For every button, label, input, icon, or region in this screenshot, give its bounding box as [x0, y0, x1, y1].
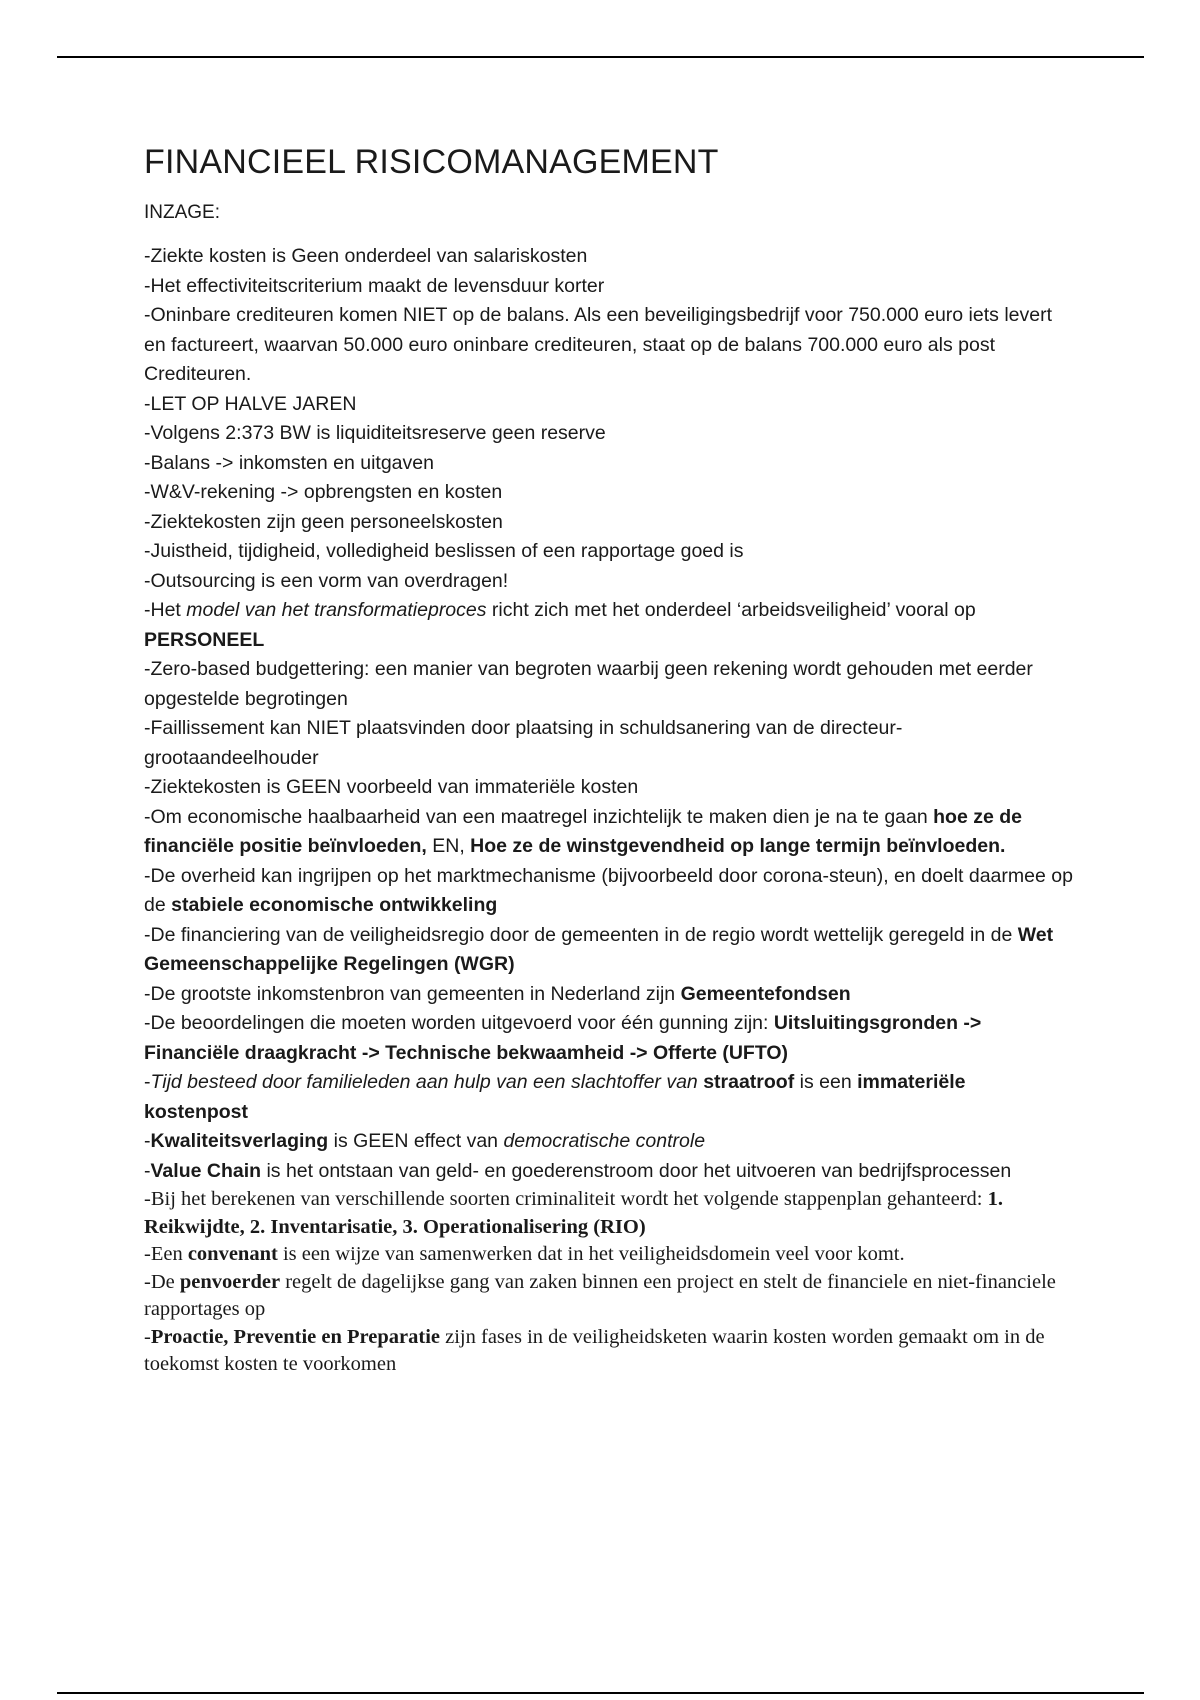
note-text: straatroof	[703, 1071, 795, 1094]
note-item	[144, 714, 1074, 773]
note-item	[144, 567, 1074, 597]
bottom-rule	[57, 1692, 1144, 1694]
note-text: -	[144, 1130, 151, 1153]
note-text: -Volgens 2:373 BW is liquiditeitsreserve geen reserve	[144, 422, 606, 445]
note-text: -	[144, 1159, 151, 1182]
note-text: -Oninbare crediteuren komen NIET op de balans. Als een beveiligingsbedrijf voor 750.000 euro iets levert en factureert, waarvan 50.000 euro oninbare crediteuren, staat op de balans 700.000 euro als post Crediteuren.	[144, 304, 1053, 386]
note-text: -Bij het berekenen van verschillende soorten criminaliteit wordt het volgende stappenplan gehanteerd:	[144, 1188, 988, 1211]
note-text: -De overheid kan ingrijpen op het marktmechanisme (bijvoorbeeld door corona-steun), en doelt daarmee op de	[144, 864, 1073, 917]
note-text: Wet Gemeenschappelijke Regelingen (WGR)	[144, 923, 1054, 976]
note-item	[144, 537, 1074, 567]
note-text: hoe ze de financiële positie beïnvloeden,	[144, 805, 1022, 858]
note-text: is GEEN effect van	[328, 1130, 504, 1153]
section-heading: INZAGE:	[144, 201, 221, 223]
note-text: -Ziekte kosten is Geen onderdeel van salariskosten	[144, 245, 588, 268]
note-item	[144, 1324, 1074, 1379]
notes-list	[144, 242, 1074, 1379]
note-text: convenant	[187, 1243, 278, 1266]
note-text: Kwaliteitsverlaging	[150, 1130, 329, 1153]
note-text: regelt de dagelijkse gang van zaken binnen een project en stelt de financiele en niet-financiele rapportages op	[144, 1270, 1056, 1321]
note-text: -Outsourcing is een vorm van overdragen!	[144, 569, 509, 592]
note-text: -W&V-rekening -> opbrengsten en kosten	[144, 481, 503, 504]
note-item	[144, 921, 1074, 980]
note-item	[144, 272, 1074, 302]
note-text: richt zich met het onderdeel ‘arbeidsveiligheid’ vooral op	[486, 599, 976, 622]
note-item	[144, 1186, 1074, 1241]
note-item	[144, 390, 1074, 420]
note-text: -	[144, 1071, 151, 1094]
note-text: -LET OP HALVE JAREN	[144, 392, 357, 415]
note-text: democratische controle	[503, 1130, 706, 1153]
note-item	[144, 301, 1074, 390]
document-title: FINANCIEEL RISICOMANAGEMENT	[144, 143, 719, 181]
note-text: model van het transformatieproces	[186, 599, 487, 622]
note-text: -De beoordelingen die moeten worden uitgevoerd voor één gunning zijn:	[144, 1012, 774, 1035]
note-text: -Het effectiviteitscriterium maakt de levensduur korter	[144, 274, 605, 297]
note-item	[144, 1241, 1074, 1269]
note-item	[144, 1068, 1074, 1127]
note-text: -Juistheid, tijdigheid, volledigheid beslissen of een rapportage goed is	[144, 540, 744, 563]
note-item	[144, 1127, 1074, 1157]
note-item	[144, 508, 1074, 538]
note-text: is het ontstaan van geld- en goederenstroom door het uitvoeren van bedrijfsprocessen	[261, 1159, 1012, 1182]
note-item	[144, 1269, 1074, 1324]
note-text: -Een	[144, 1243, 188, 1266]
note-text: -Balans -> inkomsten en uitgaven	[144, 451, 434, 474]
note-text: -	[144, 1325, 151, 1348]
note-item	[144, 862, 1074, 921]
note-text: -De financiering van de veiligheidsregio door de gemeenten in de regio wordt wettelijk geregeld in de	[144, 923, 1018, 946]
note-text: -Om economische haalbaarheid van een maatregel inzichtelijk te maken dien je na te gaan	[144, 805, 934, 828]
note-text: -Ziektekosten is GEEN voorbeeld van immateriële kosten	[144, 776, 639, 799]
note-item	[144, 419, 1074, 449]
note-item	[144, 449, 1074, 479]
note-item	[144, 478, 1074, 508]
note-text: zijn fases in de veiligheidsketen waarin kosten worden gemaakt om in de toekomst kosten te voorkomen	[144, 1325, 1045, 1376]
note-item	[144, 1157, 1074, 1187]
note-text: penvoerder	[179, 1270, 281, 1293]
note-item	[144, 655, 1074, 714]
note-text: Hoe ze de winstgevendheid op lange termijn beïnvloeden.	[470, 835, 1006, 858]
note-item	[144, 596, 1074, 655]
note-text: is een wijze van samenwerken dat in het veiligheidsdomein veel voor komt.	[277, 1243, 905, 1266]
note-text: 1. Reikwijdte, 2. Inventarisatie, 3. Operationalisering (RIO)	[144, 1188, 1003, 1238]
note-text: -Het	[144, 599, 187, 622]
note-item	[144, 980, 1074, 1010]
note-text: Uitsluitingsgronden -> Financiële draagkracht -> Technische bekwaamheid -> Offerte (UFTO)	[144, 1012, 982, 1064]
note-text: -De	[144, 1270, 180, 1293]
note-item	[144, 242, 1074, 272]
note-item	[144, 773, 1074, 803]
note-text: immateriële kostenpost	[144, 1071, 966, 1123]
note-text: Tijd besteed door familieleden aan hulp van een slachtoffer van	[150, 1071, 704, 1094]
note-text: -Ziektekosten zijn geen personeelskosten	[144, 510, 503, 533]
note-text: Value Chain	[150, 1159, 262, 1182]
note-item	[144, 1009, 1074, 1068]
note-text: -Faillissement kan NIET plaatsvinden door plaatsing in schuldsanering van de directeur-grootaandeelhouder	[144, 717, 903, 769]
note-text: EN,	[426, 835, 471, 858]
document-page	[144, 142, 1074, 1379]
note-text: Gemeentefondsen	[680, 982, 851, 1005]
note-text: is een	[794, 1071, 858, 1094]
note-text: stabiele economische ontwikkeling	[171, 894, 498, 917]
top-rule	[57, 56, 1144, 58]
note-text: Proactie, Preventie en Preparatie	[150, 1325, 440, 1348]
note-text: -Zero-based budgettering: een manier van begroten waarbij geen rekening wordt gehouden met eerder opgestelde begrotingen	[144, 658, 1033, 710]
note-text: -De grootste inkomstenbron van gemeenten in Nederland zijn	[144, 982, 681, 1005]
note-text: PERSONEEL	[144, 628, 265, 651]
note-item	[144, 803, 1074, 862]
